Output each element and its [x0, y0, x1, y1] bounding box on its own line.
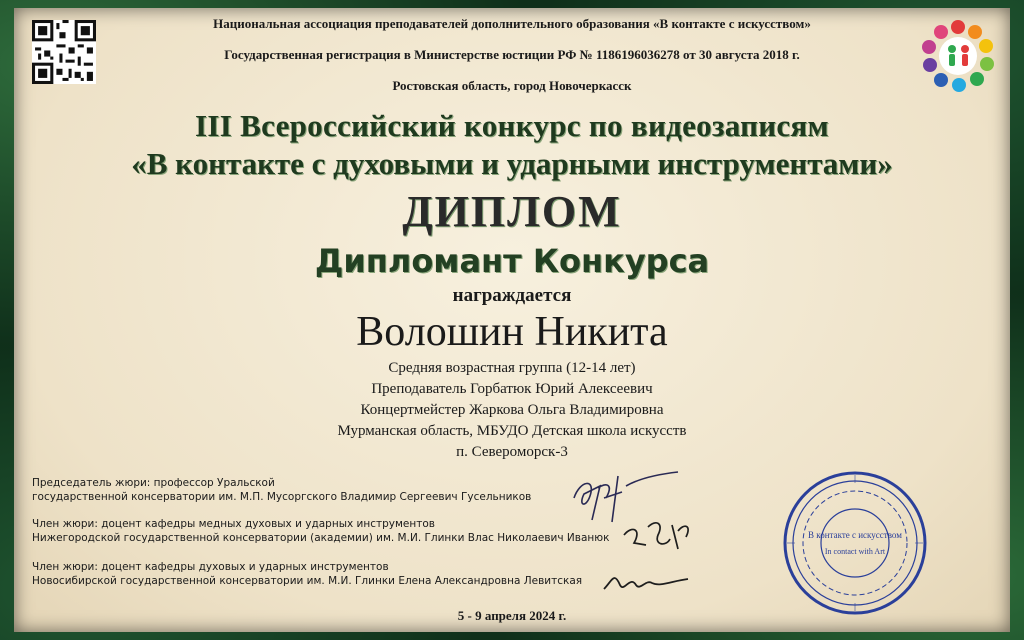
jury-member — [32, 560, 582, 588]
contest-dates: 5 - 9 апреля 2024 г. — [457, 608, 567, 623]
institution: Мурманская область, МБУДО Детская школа искусств — [337, 423, 687, 439]
registration-info: Государственная регистрация в Министерстве юстиции РФ № 1186196036278 от 30 августа 2018 г. — [224, 47, 800, 62]
location: Ростовская область, город Новочеркасск — [392, 78, 632, 93]
awarded-label: награждается — [452, 285, 572, 306]
contest-title: III Всероссийский конкурс по видеозаписям — [195, 108, 829, 143]
city: п. Североморск-3 — [456, 444, 568, 460]
jury-member — [32, 517, 609, 545]
official-seal — [780, 468, 930, 618]
diploma-heading: ДИПЛОМ — [402, 187, 622, 236]
jury-line: Член жюри: доцент кафедры духовых и ударных инструментов — [32, 561, 389, 573]
association-name: Национальная ассоциация преподавателей дополнительного образования «В контакте с искусством» — [213, 16, 811, 31]
signature-member-2 — [598, 555, 708, 600]
jury-line: Председатель жюри: профессор Уральской — [32, 477, 275, 489]
seal-text-ru: В контакте с искусством — [808, 530, 902, 540]
recipient-name: Волошин Никита — [356, 309, 668, 355]
jury-line: Нижегородской государственной консерватории (академии) им. М.И. Глинки Влас Николаевич Иванюк — [32, 532, 610, 544]
accompanist: Концертмейстер Жаркова Ольга Владимировна — [360, 402, 664, 418]
teacher: Преподаватель Горбатюк Юрий Алексеевич — [371, 381, 653, 397]
contest-subtitle: «В контакте с духовыми и ударными инструментами» — [131, 146, 893, 181]
award-title: Дипломант Конкурса — [314, 242, 710, 280]
seal-text-en: In contact with Art — [824, 547, 886, 556]
age-group: Средняя возрастная группа (12-14 лет) — [388, 360, 636, 376]
jury-line: Новосибирской государственной консерватории им. М.И. Глинки Елена Александровна Левитская — [32, 575, 583, 587]
jury-line: Член жюри: доцент кафедры медных духовых и ударных инструментов — [32, 518, 435, 530]
jury-chair — [32, 476, 531, 504]
signature-member-1 — [612, 505, 702, 560]
jury-line: государственной консерватории им. М.П. Мусоргского Владимир Сергеевич Гусельников — [32, 491, 532, 503]
